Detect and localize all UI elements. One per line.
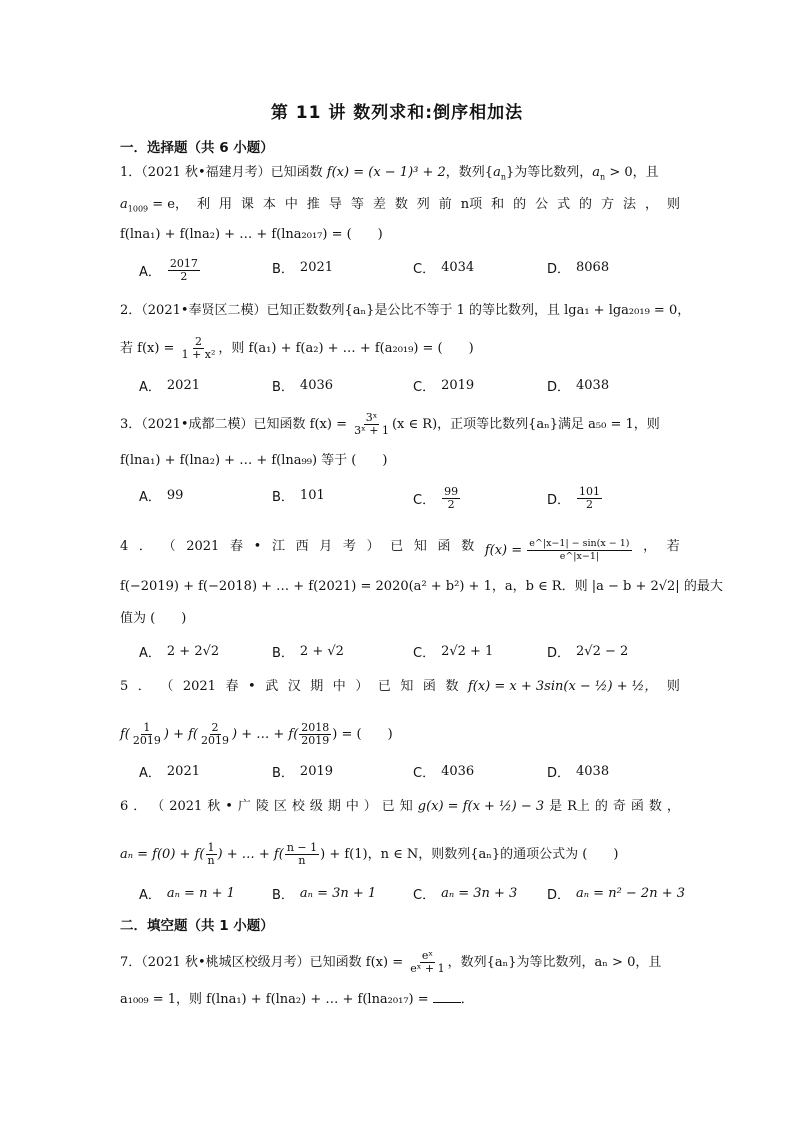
math-fraction xyxy=(299,722,331,747)
math-fraction xyxy=(168,258,200,283)
text-fragment: ． xyxy=(460,992,474,1007)
option-label: C． xyxy=(413,262,436,277)
text-fragment: 1．（2021 秋•福建月考）已知函数 xyxy=(120,165,327,180)
text-fragment: 3ˣ xyxy=(365,411,378,424)
option-label: C． xyxy=(413,380,436,395)
math-fraction xyxy=(352,412,391,437)
q3-options xyxy=(139,486,679,510)
q7-line2 xyxy=(120,990,680,1009)
text-fragment: 2021 xyxy=(169,799,203,814)
text-fragment: 4034 xyxy=(441,260,475,275)
text-fragment: ) + f( xyxy=(163,727,199,742)
text-fragment: 法 xyxy=(623,197,637,212)
text-fragment: 中 xyxy=(345,799,359,814)
text-fragment: f( xyxy=(120,727,130,742)
q1-option-a[interactable] xyxy=(139,258,201,283)
text-fragment: = e， xyxy=(148,197,188,212)
math-fraction xyxy=(180,336,218,361)
text-fragment: 奇 xyxy=(612,799,626,814)
text-fragment: 本 xyxy=(262,197,276,212)
text-fragment: 陵 xyxy=(255,799,269,814)
text-fragment: 知 xyxy=(399,799,413,814)
math-fraction xyxy=(285,842,319,867)
text-fragment: 若 f(x) = xyxy=(120,341,179,356)
math-fraction xyxy=(442,486,460,511)
option-label: D． xyxy=(547,493,571,508)
text-fragment: • xyxy=(253,539,262,554)
q6-option-c[interactable] xyxy=(413,884,517,903)
text-fragment: 的 xyxy=(513,197,527,212)
text-fragment: ) + … + f( xyxy=(217,847,284,862)
text-fragment: 江 xyxy=(271,539,285,554)
text-fragment: 春 xyxy=(229,539,243,554)
section-heading-fill: 二．填空题（共 1 小题） xyxy=(120,918,274,934)
text-fragment: 2 xyxy=(180,270,188,283)
option-label: B． xyxy=(272,380,294,395)
text-fragment: 数 xyxy=(461,539,475,554)
text-fragment: 列 xyxy=(416,197,430,212)
q3-line1 xyxy=(120,412,680,437)
text-fragment: 前 xyxy=(438,197,452,212)
q2-option-a[interactable] xyxy=(139,376,200,395)
text-fragment: 6 xyxy=(120,799,129,814)
text-fragment: a xyxy=(592,165,601,180)
option-label: B． xyxy=(272,646,294,661)
q1-line3: f(lna₁) + f(lna₂) + … + f(lna₂₀₁₇) = ( ) xyxy=(120,227,383,242)
text-fragment: 2 + √2 xyxy=(299,644,344,659)
q1-options xyxy=(139,258,679,282)
math-fraction xyxy=(131,722,163,747)
text-fragment: ． xyxy=(137,679,151,694)
text-fragment: 考 xyxy=(342,539,356,554)
q4-line2: f(−2019) + f(−2018) + … + f(2021) = 2020(a² + b²) + 1，a，b ∈ R．则 |a − b + 2√2| 的最大 xyxy=(120,579,723,594)
text-fragment: 2019 xyxy=(301,734,330,747)
text-fragment: 101 xyxy=(579,485,601,498)
text-fragment: 推 xyxy=(306,197,320,212)
q6-line2 xyxy=(120,842,680,867)
text-fragment: 级 xyxy=(309,799,323,814)
text-fragment: ， xyxy=(645,197,659,212)
text-fragment: 2 xyxy=(211,721,219,734)
text-fragment: 导 xyxy=(328,197,342,212)
text-fragment: 2021 xyxy=(166,764,200,779)
q6-line1 xyxy=(120,798,680,816)
text-fragment: 是 xyxy=(549,799,563,814)
math-fraction xyxy=(199,722,231,747)
q6-options xyxy=(139,884,686,908)
text-fragment: 2021 xyxy=(299,260,334,275)
q4-line3: 值为 ( ) xyxy=(120,611,187,626)
q2-line1: 2．（2021•奉贤区二模）已知正数数列{aₙ}是公比不等于 1 的等比数列，且 lga₁ + lga₂₀₁₉ = 0， xyxy=(120,303,691,318)
text-fragment: 数 xyxy=(394,197,408,212)
text-fragment: ） xyxy=(355,679,369,694)
text-fragment: 西 xyxy=(295,539,309,554)
text-fragment: ，数列{aₙ}为等比数列，aₙ > 0，且 xyxy=(447,955,662,970)
q3-option-d[interactable] xyxy=(547,486,603,511)
text-fragment: 2√2 − 2 xyxy=(576,644,629,659)
text-fragment: 3ˣ + 1 xyxy=(354,424,389,437)
text-fragment: n xyxy=(207,854,215,867)
q3-option-c[interactable] xyxy=(413,486,461,511)
text-fragment: 广 xyxy=(237,799,251,814)
text-fragment: f(x) = xyxy=(484,543,527,558)
q3-option-b[interactable] xyxy=(272,486,325,505)
text-fragment: 2 xyxy=(194,335,202,348)
text-fragment: 1 xyxy=(207,841,215,854)
text-fragment: ． xyxy=(138,539,152,554)
text-fragment: 等 xyxy=(350,197,364,212)
q2-option-d[interactable] xyxy=(547,376,609,395)
text-fragment: R上 xyxy=(567,799,590,814)
text-fragment: 已 xyxy=(381,799,395,814)
text-fragment: 期 xyxy=(310,679,324,694)
text-fragment: 中 xyxy=(284,197,298,212)
q2-line2 xyxy=(120,336,680,361)
q5-option-d[interactable] xyxy=(547,762,609,781)
text-fragment: n xyxy=(500,172,506,182)
text-fragment: 公 xyxy=(535,197,549,212)
text-fragment: 7．（2021 秋•桃城区校级月考）已知函数 f(x) = xyxy=(120,955,408,970)
q4-option-b[interactable] xyxy=(272,642,344,661)
text-fragment: 期 xyxy=(327,799,341,814)
text-fragment: • xyxy=(248,679,256,694)
text-fragment: ，数列{ xyxy=(445,165,494,180)
text-fragment: 数 xyxy=(648,799,662,814)
text-fragment: 4038 xyxy=(576,378,610,393)
math-fraction xyxy=(408,950,446,975)
q1-line1 xyxy=(120,164,680,187)
text-fragment: n xyxy=(600,172,606,182)
option-label: A． xyxy=(139,766,161,781)
text-fragment: a xyxy=(493,165,501,180)
q4-option-d[interactable] xyxy=(547,642,628,661)
q6-option-d[interactable] xyxy=(547,884,685,903)
q2-option-b[interactable] xyxy=(272,376,333,395)
q5-line1 xyxy=(120,678,680,696)
text-fragment: 2 xyxy=(447,498,455,511)
q4-option-a[interactable] xyxy=(139,642,219,661)
text-fragment: 函 xyxy=(437,539,451,554)
q6-option-b[interactable] xyxy=(272,884,376,903)
text-fragment: 2021 xyxy=(186,539,220,554)
text-fragment: （ xyxy=(162,539,176,554)
q4-options xyxy=(139,642,679,666)
text-fragment: eˣ xyxy=(421,949,434,962)
text-fragment: eˣ + 1 xyxy=(410,962,445,975)
q3-option-a[interactable] xyxy=(139,486,183,505)
text-fragment: ) = ( ) xyxy=(332,727,393,742)
q2-options xyxy=(139,376,679,400)
option-label: C． xyxy=(413,888,436,903)
math-fraction xyxy=(527,538,631,563)
text-fragment: （ xyxy=(160,679,174,694)
text-fragment: f(x) = x + 3sin(x − ½) + ½， xyxy=(467,679,658,694)
text-fragment: 2021 xyxy=(182,679,216,694)
text-fragment: 和 xyxy=(491,197,505,212)
text-fragment: 2017 xyxy=(169,257,198,270)
text-fragment: aₙ = n² − 2n + 3 xyxy=(576,886,686,901)
math-fraction xyxy=(205,842,216,867)
text-fragment: 4036 xyxy=(441,764,475,779)
text-fragment: n项 xyxy=(460,197,483,212)
math-fraction xyxy=(577,486,602,511)
text-fragment: aₙ = f(0) + f( xyxy=(120,847,205,862)
text-fragment: 知 xyxy=(413,539,427,554)
q5-option-c[interactable] xyxy=(413,762,474,781)
text-fragment: 99 xyxy=(444,485,459,498)
q2-option-c[interactable] xyxy=(413,376,474,395)
option-label: D． xyxy=(547,766,571,781)
text-fragment: 1 xyxy=(143,721,151,734)
q5-line2 xyxy=(120,722,680,747)
option-label: C． xyxy=(413,646,436,661)
text-fragment: 2019 xyxy=(441,378,475,393)
option-label: B． xyxy=(272,490,294,505)
text-fragment: 2019 xyxy=(299,764,334,779)
q6-option-a[interactable] xyxy=(139,884,235,903)
text-fragment: 1 + x² xyxy=(181,348,216,361)
text-fragment: 99 xyxy=(166,488,184,503)
page-title: 第 11 讲 数列求和:倒序相加法 xyxy=(270,103,524,123)
text-fragment: 已 xyxy=(377,679,391,694)
q5-options xyxy=(139,762,679,786)
option-label: A． xyxy=(139,265,161,280)
text-fragment: 101 xyxy=(299,488,325,503)
text-fragment: ) + f(1)，n ∈ N，则数列{aₙ}的通项公式为 ( ) xyxy=(320,847,619,862)
text-fragment: n xyxy=(298,854,306,867)
q7-answer-blank[interactable] xyxy=(433,990,461,1003)
text-fragment: 用 xyxy=(218,197,232,212)
text-fragment: 函 xyxy=(422,679,436,694)
text-fragment: 2 xyxy=(586,498,594,511)
text-fragment: ， xyxy=(643,539,657,554)
text-fragment: 武 xyxy=(265,679,279,694)
option-label: D． xyxy=(547,888,571,903)
text-fragment: 2 + 2√2 xyxy=(166,644,220,659)
option-label: D． xyxy=(547,380,571,395)
text-fragment: 2019 xyxy=(201,734,230,747)
text-fragment: ) + … + f( xyxy=(232,727,299,742)
text-fragment: n − 1 xyxy=(286,841,318,854)
q4-line1 xyxy=(120,538,680,563)
option-label: A． xyxy=(139,888,161,903)
text-fragment: 4038 xyxy=(576,764,610,779)
q5-option-b[interactable] xyxy=(272,762,333,781)
text-fragment: aₙ = n + 1 xyxy=(166,886,235,901)
text-fragment: 4 xyxy=(120,539,129,554)
option-label: B． xyxy=(272,766,294,781)
q1-option-d[interactable] xyxy=(547,258,609,277)
text-fragment: 春 xyxy=(225,679,239,694)
text-fragment: 8068 xyxy=(576,260,610,275)
text-fragment: ． xyxy=(133,799,147,814)
text-fragment: e^|x−1| xyxy=(559,551,600,562)
text-fragment: 函 xyxy=(630,799,644,814)
text-fragment: 校 xyxy=(291,799,305,814)
q1-line2 xyxy=(120,196,680,219)
text-fragment: a xyxy=(120,197,128,212)
q1-option-b[interactable] xyxy=(272,258,333,277)
text-fragment: 4036 xyxy=(299,378,334,393)
text-fragment: 2021 xyxy=(166,378,200,393)
text-fragment: aₙ = 3n + 3 xyxy=(441,886,518,901)
q3-line2: f(lna₁) + f(lna₂) + … + f(lna₉₉) 等于 ( ) xyxy=(120,453,388,468)
text-fragment: 5 xyxy=(120,679,129,694)
text-fragment: 利 xyxy=(196,197,210,212)
text-fragment: }为等比数列， xyxy=(506,165,593,180)
option-label: D． xyxy=(547,262,571,277)
text-fragment: （ xyxy=(151,799,165,814)
text-fragment: 汉 xyxy=(287,679,301,694)
section-heading-choice: 一．选择题（共 6 小题） xyxy=(120,140,274,156)
option-label: A． xyxy=(139,380,161,395)
text-fragment: 的 xyxy=(594,799,608,814)
text-fragment: 秋 xyxy=(207,799,221,814)
text-fragment: > 0，且 xyxy=(605,165,659,180)
text-fragment: ，则 f(a₁) + f(a₂) + … + f(a₂₀₁₉) = ( ) xyxy=(218,341,474,356)
text-fragment: 知 xyxy=(400,679,414,694)
option-label: C． xyxy=(413,766,436,781)
q5-option-a[interactable] xyxy=(139,762,200,781)
text-fragment: 课 xyxy=(240,197,254,212)
text-fragment: 3．（2021•成都二模）已知函数 f(x) = xyxy=(120,417,352,432)
q4-option-c[interactable] xyxy=(413,642,493,661)
option-label: A． xyxy=(139,490,161,505)
text-fragment: aₙ = 3n + 1 xyxy=(299,886,377,901)
text-fragment: 月 xyxy=(319,539,333,554)
text-fragment: 已 xyxy=(390,539,404,554)
text-fragment: 1009 xyxy=(127,204,149,214)
text-fragment: • xyxy=(225,799,233,814)
q7-line1 xyxy=(120,950,680,975)
text-fragment: 2018 xyxy=(301,721,330,734)
option-label: B． xyxy=(272,888,294,903)
text-fragment: ） xyxy=(366,539,380,554)
option-label: C． xyxy=(413,493,436,508)
text-fragment: 则 xyxy=(666,197,680,212)
text-fragment: 则 xyxy=(666,679,680,694)
text-fragment: 2019 xyxy=(132,734,161,747)
option-label: A． xyxy=(139,646,161,661)
text-fragment: ， xyxy=(666,799,680,814)
text-fragment: 若 xyxy=(666,539,680,554)
text-fragment: 方 xyxy=(601,197,615,212)
text-fragment: f(x) = (x − 1)³ + 2 xyxy=(326,165,446,180)
text-fragment: 区 xyxy=(273,799,287,814)
q1-option-c[interactable] xyxy=(413,258,474,277)
text-fragment: ） xyxy=(363,799,377,814)
text-fragment: (x ∈ R)，正项等比数列{aₙ}满足 a₅₀ = 1，则 xyxy=(391,417,660,432)
option-label: D． xyxy=(547,646,571,661)
text-fragment: 2√2 + 1 xyxy=(441,644,494,659)
text-fragment: e^|x−1| − sin(x − 1) xyxy=(529,538,630,549)
option-label: B． xyxy=(272,262,294,277)
text-fragment: 数 xyxy=(445,679,459,694)
text-fragment: 差 xyxy=(372,197,386,212)
text-fragment: g(x) = f(x + ½) − 3 xyxy=(417,799,545,814)
text-fragment: 式 xyxy=(557,197,571,212)
text-fragment: 中 xyxy=(332,679,346,694)
text-fragment: 的 xyxy=(579,197,593,212)
text-fragment: a₁₀₀₉ = 1，则 f(lna₁) + f(lna₂) + … + f(lna₂₀₁₇) = xyxy=(120,992,433,1007)
